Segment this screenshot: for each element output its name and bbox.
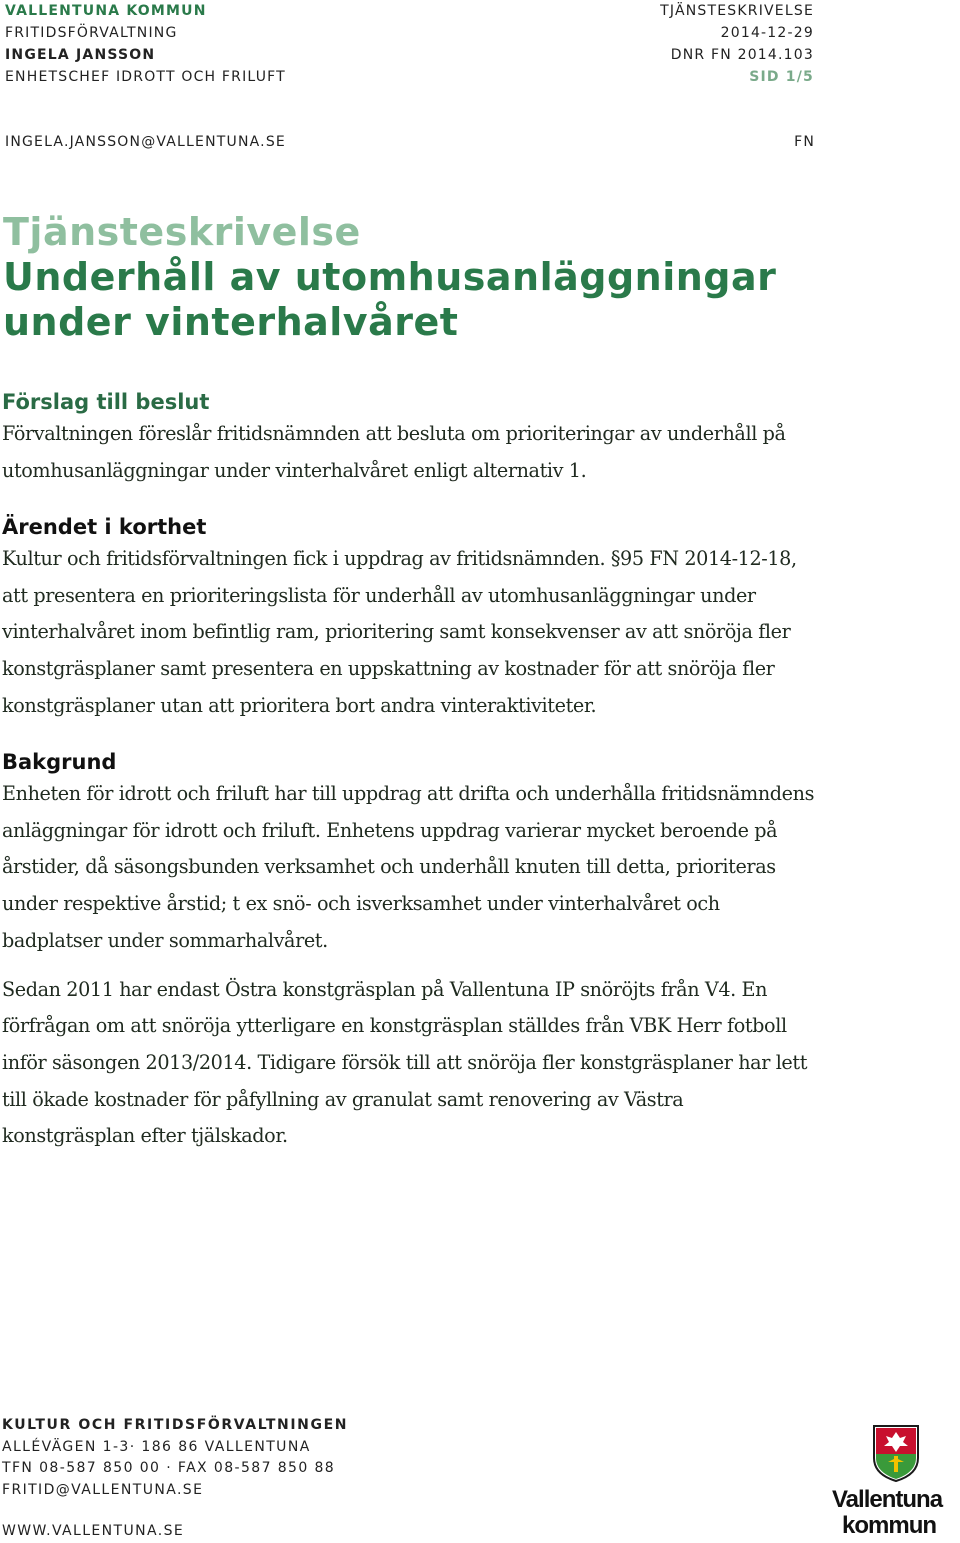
department-name: FRITIDSFÖRVALTNING — [5, 25, 178, 41]
background-paragraph-1: Enheten för idrott och friluft har till uppdrag att drifta och underhålla fritidsnämndens anläggningar för idrott och friluft. Enhetens uppdrag varierar mycket beroende på årstider, då säsongsbunden verksamhet och underhåll knuten till detta, prioriteras under respektive årstid; t ex snö- och isverksamhet under vinterhalvåret och badplatser under sommarhalvåret. — [2, 782, 815, 952]
footer-email: FRITID@VALLENTUNA.SE — [2, 1481, 204, 1498]
footer-address: ALLÉVÄGEN 1-3· 186 86 VALLENTUNA — [2, 1438, 311, 1455]
footer — [2, 1415, 348, 1543]
page-number: SID 1/5 — [749, 69, 814, 85]
coat-of-arms-icon — [872, 1424, 920, 1482]
header-left — [5, 0, 286, 88]
section-background — [2, 748, 832, 1155]
logo-wordmark-line1: Vallentuna — [832, 1486, 943, 1513]
section-proposal — [2, 388, 832, 489]
doc-date: 2014-12-29 — [720, 25, 814, 41]
recipient-code: FN — [794, 134, 815, 150]
background-heading: Bakgrund — [2, 750, 117, 774]
email-row — [5, 134, 815, 150]
summary-body: Kultur och fritidsförvaltningen fick i uppdrag av fritidsnämnden. §95 FN 2014-12-18, att presentera en prioriteringslista för underhåll av utomhusanläggningar under vinterhalvåret inom befintlig ram, prioritering samt konsekvenser av att snöröja fler konstgräsplaner samt presentera en uppskattning av kostnader för att snöröja fler konstgräsplaner utan att prioritera bort andra vinteraktiviteter. — [2, 547, 797, 717]
org-name: VALLENTUNA KOMMUN — [5, 3, 207, 19]
title-subject-line1: Underhåll av utomhusanläggningar — [3, 255, 777, 299]
header-right — [660, 0, 814, 88]
footer-phone: TFN 08-587 850 00 · FAX 08-587 850 88 — [2, 1460, 336, 1476]
background-paragraph-2: Sedan 2011 har endast Östra konstgräsplan på Vallentuna IP snöröjts från V4. En förfrågan om att snöröja ytterligare en konstgräsplan ställdes från VBK Herr fotboll inför säsongen 2013/2014. Tidigare försök till att snöröja fler konstgräsplaner har lett till ökade kostnader för påfyllning av granulat samt renovering av Västra konstgräsplan efter tjälskador. — [2, 977, 808, 1148]
vallentuna-logo — [832, 1424, 958, 1539]
document-title — [3, 210, 776, 345]
title-doc-type: Tjänsteskrivelse — [3, 210, 361, 254]
title-subject-line2: under vinterhalvåret — [3, 300, 459, 344]
author-role: ENHETSCHEF IDROTT OCH FRILUFT — [5, 69, 286, 85]
section-summary — [2, 513, 832, 725]
summary-heading: Ärendet i korthet — [2, 515, 207, 539]
proposal-heading: Förslag till beslut — [2, 390, 210, 414]
doc-type: TJÄNSTESKRIVELSE — [660, 3, 814, 19]
logo-wordmark-line2: kommun — [842, 1512, 937, 1539]
footer-website: WWW.VALLENTUNA.SE — [2, 1523, 185, 1539]
proposal-body: Förvaltningen föreslår fritidsnämnden att besluta om prioriteringar av underhåll på utomhusanläggningar under vinterhalvåret enligt alternativ 1. — [2, 422, 786, 482]
author-email: INGELA.JANSSON@VALLENTUNA.SE — [5, 134, 286, 150]
footer-org: KULTUR OCH FRITIDSFÖRVALTNINGEN — [2, 1417, 349, 1433]
diary-number: DNR FN 2014.103 — [670, 47, 814, 63]
author-name: INGELA JANSSON — [5, 47, 156, 63]
